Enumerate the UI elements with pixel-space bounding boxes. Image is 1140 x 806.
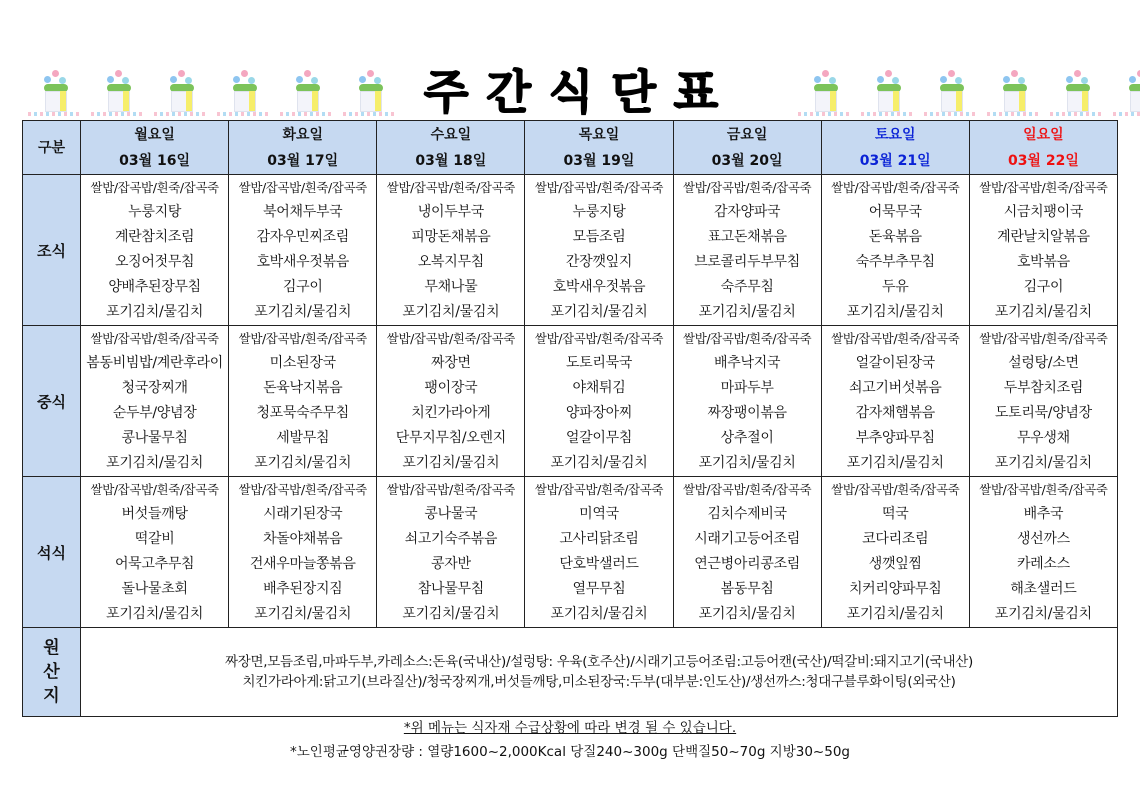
rice-options: 쌀밥/잡곡밥/흰죽/잡곡죽 [979,180,1108,195]
day-date: 03월 16일 [119,152,191,169]
dish-item: 배추낙지국 [714,355,781,371]
dish-item: 돈육낙지볶음 [263,380,343,396]
meal-label: 중식 [23,326,81,477]
day-name: 월요일 [134,126,175,143]
dish-item: 포기김치/물김치 [698,606,796,622]
meal-day-cell [229,477,377,628]
meal-label: 석식 [23,477,81,628]
day-date: 03월 18일 [415,152,487,169]
meal-day-cell [969,477,1117,628]
dish-item: 떡갈비 [134,531,175,547]
day-header-fri [673,121,821,175]
dish-item: 열무무침 [572,581,626,597]
rice-options: 쌀밥/잡곡밥/흰죽/잡곡죽 [683,482,812,497]
meal-row-breakfast [23,175,1118,326]
flower-pot-icon [211,64,274,120]
origin-line: 짜장면,모듬조림,마파두부,카레소스:돈육(국내산)/설렁탕: 우육(호주산)/시래기고등어조림:고등어캔(국산)/떡갈비:돼지고기(국내산) [225,654,974,670]
dish-item: 포기김치/물김치 [106,455,204,471]
day-date: 03월 21일 [859,152,931,169]
dish-item: 오복지무침 [417,254,484,270]
meal-day-cell [525,175,673,326]
dish-item: 감자채햄볶음 [855,405,935,421]
corner-label: 구분 [23,121,81,175]
day-header-tue [229,121,377,175]
dish-item: 상추절이 [720,430,774,446]
dish-item: 짜장면 [431,355,471,371]
meal-day-cell [821,477,969,628]
dish-item: 콩나물국 [424,506,478,522]
dish-item: 포기김치/물김치 [402,455,500,471]
dish-item: 호박새우젓볶음 [552,279,646,295]
dish-item: 김구이 [282,279,323,295]
dish-item: 단호박샐러드 [559,556,639,572]
rice-options: 쌀밥/잡곡밥/흰죽/잡곡죽 [386,180,515,195]
dish-item: 누룽지탕 [572,204,626,220]
dish-item: 생깻잎찜 [868,556,922,572]
dish-item: 짜장팽이볶음 [707,405,787,421]
dish-item: 포기김치/물김치 [402,606,500,622]
day-date: 03월 20일 [711,152,783,169]
dish-item: 버섯들깨탕 [121,506,188,522]
rice-options: 쌀밥/잡곡밥/흰죽/잡곡죽 [238,180,367,195]
dish-item: 피망돈채볶음 [411,229,491,245]
dish-item: 시래기된장국 [263,506,343,522]
dish-item: 쇠고기숙주볶음 [404,531,498,547]
dish-item: 표고돈채볶음 [707,229,787,245]
dish-item: 포기김치/물김치 [106,606,204,622]
flower-pot-icon [792,64,855,120]
day-date: 03월 22일 [1007,152,1079,169]
dish-item: 김치수제비국 [707,506,787,522]
meal-day-cell [673,326,821,477]
day-header-mon [81,121,229,175]
dish-item: 포기김치/물김치 [994,455,1092,471]
nutrition-note: *노인평균영양권장량 : 열량1600~2,000Kcal 당질240~300g 단백질50~70g 지방30~50g [290,744,850,760]
meal-day-cell [525,326,673,477]
rice-options: 쌀밥/잡곡밥/흰죽/잡곡죽 [831,482,960,497]
meal-day-cell [81,175,229,326]
dish-item: 야채튀김 [572,380,626,396]
rice-options: 쌀밥/잡곡밥/흰죽/잡곡죽 [534,180,664,195]
rice-options: 쌀밥/잡곡밥/흰죽/잡곡죽 [238,331,367,346]
dish-item: 치커리양파무침 [848,581,942,597]
dish-item: 돈육볶음 [868,229,922,245]
rice-options: 쌀밥/잡곡밥/흰죽/잡곡죽 [831,331,960,346]
dish-item: 카레소스 [1016,556,1070,572]
rice-options: 쌀밥/잡곡밥/흰죽/잡곡죽 [979,482,1108,497]
dish-item: 생선까스 [1016,531,1070,547]
title-banner [22,64,1118,120]
dish-item: 호박새우젓볶음 [256,254,350,270]
dish-item: 돌나물초회 [121,581,188,597]
dish-item: 쇠고기버섯볶음 [848,380,942,396]
day-date: 03월 17일 [267,152,339,169]
page-title: 주간식단표 [423,65,737,119]
dish-item: 양파장아찌 [565,405,633,421]
dish-item: 건새우마늘쫑볶음 [249,556,356,572]
dish-item: 미역국 [579,506,619,522]
dish-item: 참나물무침 [417,581,484,597]
origin-line: 치킨가라아게:닭고기(브라질산)/청국장찌개,버섯들깨탕,미소된장국:두부(대부분:인도산)/생선까스:청대구블루화이팅(외국산) [242,674,956,690]
flower-pot-icon [148,64,211,120]
dish-item: 부추양파무침 [855,430,935,446]
day-name: 목요일 [578,126,620,143]
meal-day-cell [969,326,1117,477]
meal-day-cell [229,175,377,326]
flower-pot-icon [918,64,981,120]
flower-pot-icon [337,64,400,120]
dish-item: 청국장찌개 [121,380,188,396]
dish-item: 냉이두부국 [417,204,484,220]
dish-item: 시래기고등어조림 [694,531,800,547]
dish-item: 순두부/양념장 [112,405,197,421]
rice-options: 쌀밥/잡곡밥/흰죽/잡곡죽 [534,331,664,346]
meal-day-cell [525,477,673,628]
dish-item: 배추된장지짐 [263,581,343,597]
dish-item: 김구이 [1023,279,1064,295]
meal-day-cell [821,175,969,326]
flower-pot-icon [855,64,918,120]
dish-item: 모듬조림 [572,229,626,245]
day-name: 토요일 [874,126,916,143]
dish-item: 두부참치조림 [1003,380,1084,396]
dish-item: 얼갈이된장국 [855,355,935,371]
meal-day-cell [377,326,525,477]
flower-pot-icon [1107,64,1140,120]
flower-pot-icon [1044,64,1107,120]
rice-options: 쌀밥/잡곡밥/흰죽/잡곡죽 [90,482,219,497]
dish-item: 봄동무침 [720,581,774,597]
rice-options: 쌀밥/잡곡밥/흰죽/잡곡죽 [90,331,219,346]
dish-item: 감자양파국 [714,204,781,220]
dish-item: 포기김치/물김치 [402,304,500,320]
day-header-sat [821,121,969,175]
dish-item: 도토리묵/양념장 [994,405,1092,421]
dish-item: 포기김치/물김치 [550,455,648,471]
dish-item: 포기김치/물김치 [254,606,352,622]
flower-pot-icon [22,64,85,120]
dish-item: 포기김치/물김치 [550,304,648,320]
dish-item: 포기김치/물김치 [550,606,648,622]
dish-item: 북어채두부국 [263,204,343,220]
meal-day-cell [81,326,229,477]
meal-day-cell [969,175,1117,326]
dish-item: 청포묵숙주무침 [256,405,350,421]
weekly-menu-table [22,120,1118,717]
dish-item: 숙주부추무침 [855,254,935,270]
change-notice: *위 메뉴는 식자재 수급상황에 따라 변경 될 수 있습니다. [403,720,737,736]
rice-options: 쌀밥/잡곡밥/흰죽/잡곡죽 [979,331,1108,346]
dish-item: 어묵무국 [868,204,922,220]
day-header-wed [377,121,525,175]
dish-item: 봄동비빔밥/계란후라이 [86,355,223,371]
dish-item: 팽이장국 [424,380,478,396]
dish-item: 계란참치조림 [114,229,195,245]
flower-pot-icon [85,64,148,120]
flower-decorations-right [792,64,1140,120]
dish-item: 얼갈이무침 [565,430,633,446]
dish-item: 설렁탕/소면 [1008,355,1079,371]
meal-day-cell [377,175,525,326]
origin-label-char: 지 [43,686,60,706]
dish-item: 포기김치/물김치 [254,455,352,471]
dish-item: 세발무침 [276,430,330,446]
dish-item: 포기김치/물김치 [846,606,944,622]
dish-item: 누룽지탕 [128,204,182,220]
day-name: 수요일 [430,126,472,143]
rice-options: 쌀밥/잡곡밥/흰죽/잡곡죽 [386,482,515,497]
dish-item: 간장깻잎지 [565,254,633,270]
dish-item: 마파두부 [720,380,774,396]
dish-item: 포기김치/물김치 [846,455,944,471]
dish-item: 콩자반 [431,556,471,572]
rice-options: 쌀밥/잡곡밥/흰죽/잡곡죽 [90,180,219,195]
origin-row [23,628,1118,717]
dish-item: 고사리닭조림 [559,531,639,547]
meal-row-dinner [23,477,1118,628]
dish-item: 코다리조림 [862,531,929,547]
rice-options: 쌀밥/잡곡밥/흰죽/잡곡죽 [683,331,812,346]
dish-item: 양배추된장무침 [108,279,201,295]
dish-item: 무우생채 [1016,430,1070,446]
dish-item: 호박볶음 [1016,254,1070,270]
day-name: 금요일 [726,126,768,143]
meal-day-cell [673,175,821,326]
day-header-sun [969,121,1117,175]
flower-pot-icon [981,64,1044,120]
dish-item: 단무지무침/오렌지 [395,430,506,446]
table-header-row [23,121,1118,175]
rice-options: 쌀밥/잡곡밥/흰죽/잡곡죽 [534,482,664,497]
dish-item: 어묵고추무침 [114,556,195,572]
dish-item: 콩나물무침 [121,430,188,446]
dish-item: 두유 [882,279,909,295]
rice-options: 쌀밥/잡곡밥/흰죽/잡곡죽 [238,482,367,497]
dish-item: 해초샐러드 [1010,581,1077,597]
dish-item: 배추국 [1023,506,1064,522]
dish-item: 포기김치/물김치 [698,304,796,320]
dish-item: 포기김치/물김치 [994,304,1092,320]
day-header-thu [525,121,673,175]
meal-day-cell [81,477,229,628]
rice-options: 쌀밥/잡곡밥/흰죽/잡곡죽 [683,180,812,195]
dish-item: 계란날치알볶음 [997,229,1090,245]
dish-item: 시금치팽이국 [1003,204,1084,220]
meal-label: 조식 [23,175,81,326]
dish-item: 숙주무침 [720,279,774,295]
meal-day-cell [229,326,377,477]
origin-info [81,628,1118,717]
day-name: 화요일 [282,126,324,143]
dish-item: 브로콜리두부무침 [694,254,800,270]
meal-row-lunch [23,326,1118,477]
dish-item: 차돌야채볶음 [263,531,343,547]
dish-item: 포기김치/물김치 [106,304,204,320]
dish-item: 연근병아리콩조림 [694,556,800,572]
dish-item: 포기김치/물김치 [698,455,796,471]
dish-item: 포기김치/물김치 [254,304,352,320]
origin-label [23,628,81,717]
rice-options: 쌀밥/잡곡밥/흰죽/잡곡죽 [831,180,960,195]
day-name: 일요일 [1023,126,1064,143]
flower-decorations-left [22,64,400,120]
rice-options: 쌀밥/잡곡밥/흰죽/잡곡죽 [386,331,515,346]
dish-item: 떡국 [882,506,909,522]
origin-label-char: 산 [43,662,60,682]
meal-day-cell [821,326,969,477]
dish-item: 미소된장국 [269,355,336,371]
dish-item: 포기김치/물김치 [846,304,944,320]
dish-item: 치킨가라아게 [411,405,491,421]
meal-day-cell [673,477,821,628]
origin-label-char: 원 [43,638,60,658]
meal-day-cell [377,477,525,628]
flower-pot-icon [274,64,337,120]
dish-item: 오징어젓무침 [114,254,195,270]
day-date: 03월 19일 [563,152,635,169]
dish-item: 무채나물 [424,279,478,295]
dish-item: 감자우민찌조림 [256,229,350,245]
dish-item: 포기김치/물김치 [994,606,1092,622]
dish-item: 도토리묵국 [565,355,633,371]
